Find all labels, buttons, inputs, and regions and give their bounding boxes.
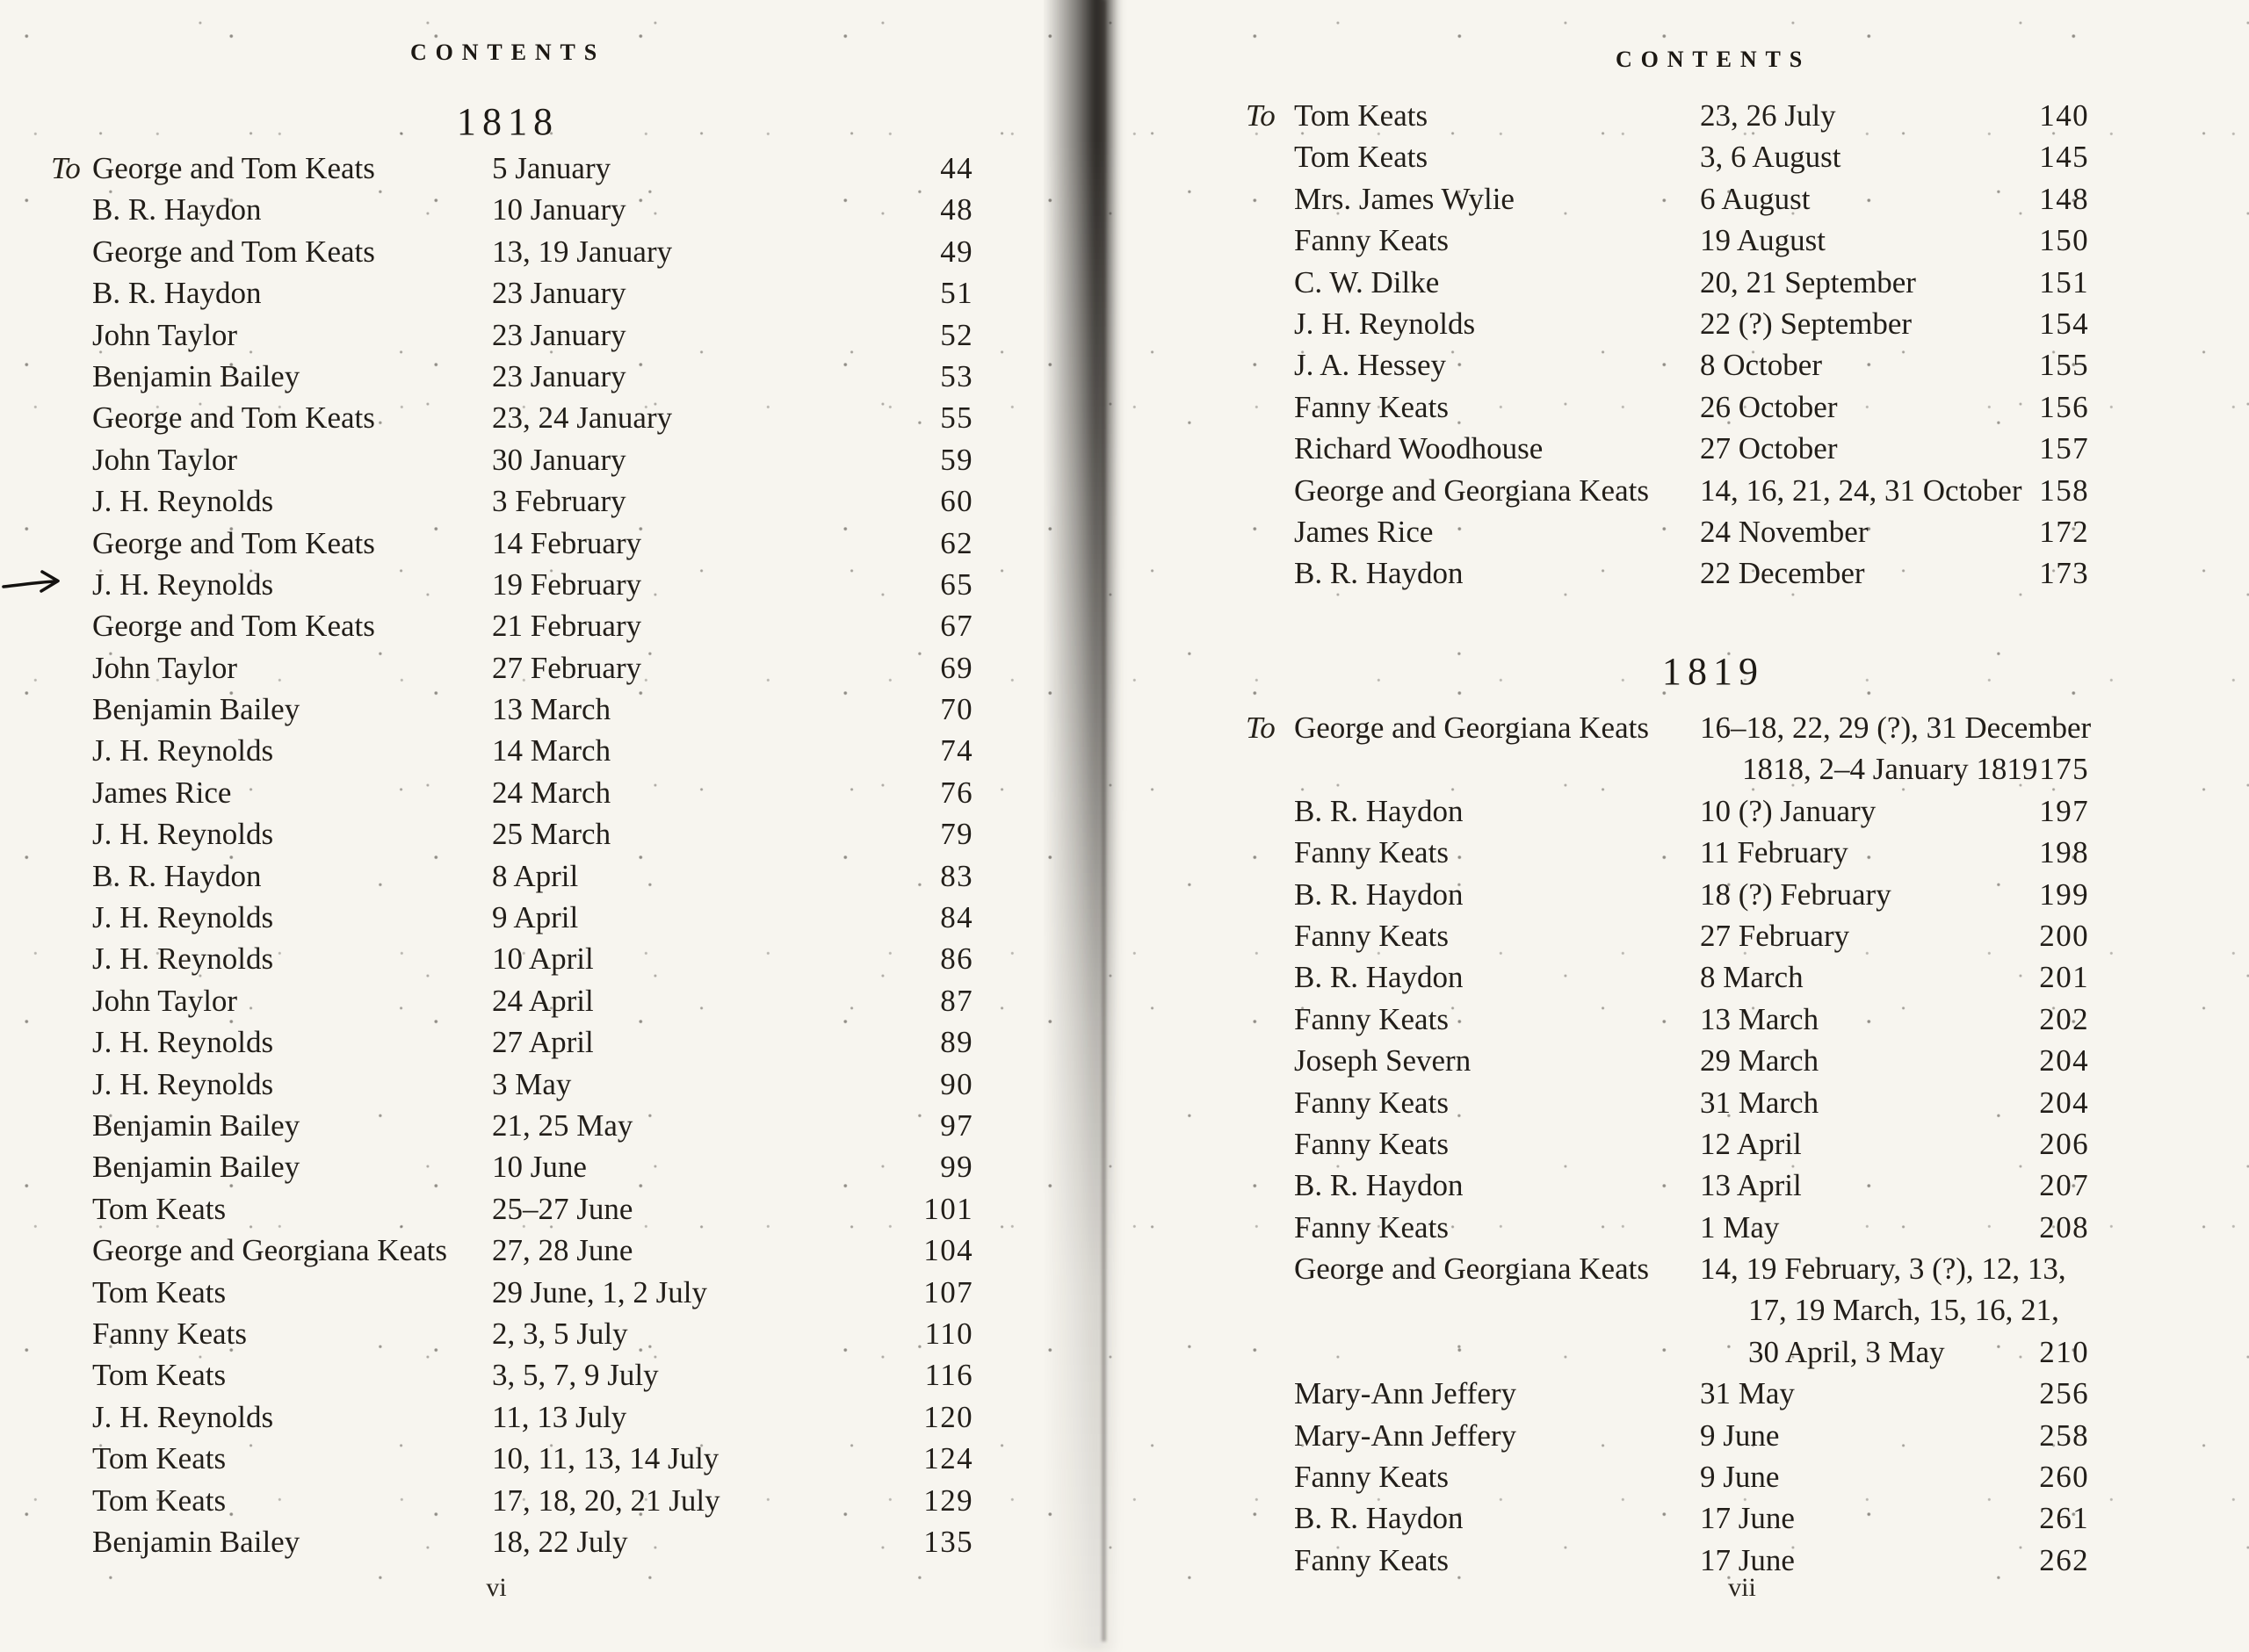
- recipient-name: Mary-Ann Jeffery: [1294, 1376, 1517, 1411]
- page-number: 129: [923, 1482, 973, 1518]
- page-number: 48: [940, 192, 973, 227]
- recipient-name: John Taylor: [92, 983, 238, 1018]
- page-number: 157: [2039, 431, 2089, 466]
- recipient-name: J. H. Reynolds: [92, 817, 274, 852]
- letter-date: 20, 21 September: [1700, 264, 1916, 299]
- page-number: 198: [2039, 835, 2089, 870]
- letter-date: 1818, 2–4 January 1819: [1742, 752, 2038, 787]
- page-number: 59: [940, 442, 973, 477]
- recipient-name: B. R. Haydon: [92, 858, 262, 893]
- to-prefix: To: [51, 151, 81, 185]
- recipient-name: George and Tom Keats: [92, 400, 375, 436]
- recipient-name: Fanny Keats: [1294, 389, 1449, 424]
- page-number: 44: [940, 151, 973, 185]
- page-number: 261: [2039, 1501, 2089, 1536]
- page-number: 154: [2039, 306, 2089, 341]
- recipient-name: Fanny Keats: [1294, 835, 1449, 870]
- recipient-name: James Rice: [1294, 514, 1434, 549]
- toc-entry-line: [51, 1021, 973, 1063]
- recipient-name: Benjamin Bailey: [92, 1524, 300, 1559]
- letter-date: 30 April, 3 May: [1748, 1334, 1945, 1369]
- toc-entry-line: [1246, 915, 2089, 956]
- letter-date: 19 February: [492, 566, 642, 602]
- letter-date: 25–27 June: [492, 1191, 633, 1226]
- letter-date: 21, 25 May: [492, 1107, 633, 1143]
- letter-date: 27 October: [1700, 431, 1838, 466]
- toc-entry-line: [51, 1230, 973, 1271]
- page-number: 201: [2039, 960, 2089, 995]
- folio-vi: vi: [486, 1573, 507, 1602]
- letter-date: 3, 6 August: [1700, 140, 1841, 175]
- letter-date: 25 March: [492, 817, 611, 852]
- folio-vii: vii: [1728, 1573, 1756, 1602]
- recipient-name: Fanny Keats: [1294, 918, 1449, 953]
- letter-date: 17 June: [1700, 1501, 1795, 1536]
- book-gutter-shadow: [1044, 0, 1128, 1652]
- page-number: 86: [940, 941, 973, 977]
- toc-entries-1818-continued: [1246, 95, 2089, 595]
- toc-entry-line: [1246, 220, 2089, 261]
- recipient-name: George and Georgiana Keats: [92, 1233, 447, 1268]
- letter-date: 17, 18, 20, 21 July: [492, 1482, 720, 1518]
- recipient-name: George and Tom Keats: [92, 151, 375, 185]
- letter-date: 13 April: [1700, 1168, 1802, 1203]
- toc-entry-line: [51, 356, 973, 397]
- letter-date: 1 May: [1700, 1209, 1780, 1244]
- page-number: 51: [940, 276, 973, 311]
- recipient-name: Tom Keats: [1294, 98, 1428, 133]
- page-header: CONTENTS: [409, 40, 606, 65]
- toc-entry-line: [51, 1064, 973, 1105]
- page-number: 110: [924, 1316, 973, 1351]
- recipient-name: J. H. Reynolds: [92, 900, 274, 935]
- letter-date: 8 October: [1700, 348, 1822, 383]
- page-number: 70: [940, 692, 973, 727]
- letter-date: 30 January: [492, 442, 626, 477]
- recipient-name: Tom Keats: [92, 1358, 227, 1393]
- letter-date: 11, 13 July: [492, 1399, 627, 1434]
- page-number: 200: [2039, 918, 2089, 953]
- toc-entry-line: [1246, 511, 2089, 552]
- page-number: 49: [940, 234, 973, 269]
- letter-date: 16–18, 22, 29 (?), 31 December: [1700, 711, 2092, 745]
- recipient-name: J. A. Hessey: [1294, 348, 1447, 383]
- letter-date: 2, 3, 5 July: [492, 1316, 628, 1351]
- page-number: 89: [940, 1025, 973, 1060]
- toc-entries-1819: [1246, 707, 2092, 1581]
- letter-date: 27 February: [1700, 918, 1850, 953]
- recipient-name: Fanny Keats: [1294, 1460, 1449, 1495]
- recipient-name: Tom Keats: [92, 1274, 227, 1309]
- toc-entries-1818: [51, 148, 973, 1562]
- recipient-name: Richard Woodhouse: [1294, 431, 1544, 466]
- toc-entry-line: [1246, 874, 2089, 915]
- recipient-name: George and Georgiana Keats: [1294, 711, 1649, 745]
- letter-date: 23, 26 July: [1700, 98, 1836, 133]
- toc-entry-line: [1246, 1331, 2089, 1373]
- page-number: 260: [2039, 1460, 2089, 1495]
- page-number: 53: [940, 358, 973, 393]
- page-number: 208: [2039, 1209, 2089, 1244]
- recipient-name: J. H. Reynolds: [92, 1025, 274, 1060]
- toc-entry-line: [51, 772, 973, 813]
- toc-entry-line: [51, 1438, 973, 1479]
- page-number: 148: [2039, 181, 2089, 216]
- letter-date: 24 November: [1700, 514, 1869, 549]
- toc-entry-line: [51, 1480, 973, 1521]
- letter-date: 14, 16, 21, 24, 31 October: [1700, 473, 2022, 508]
- toc-entry-line: [1246, 1248, 2089, 1289]
- toc-entry-line: [51, 647, 973, 689]
- recipient-name: Fanny Keats: [1294, 1001, 1449, 1036]
- toc-entry-line: [1246, 956, 2089, 998]
- letter-date: 10 January: [492, 192, 626, 227]
- toc-entry-line: [1246, 1456, 2089, 1497]
- toc-entry-line: [1246, 1497, 2089, 1539]
- page-number: 101: [923, 1191, 973, 1226]
- toc-entry-line: [51, 1105, 973, 1146]
- recipient-name: Tom Keats: [92, 1482, 227, 1518]
- toc-entry-line: [1246, 790, 2089, 832]
- page-number: 172: [2039, 514, 2089, 549]
- page-number: 97: [940, 1107, 973, 1143]
- recipient-name: George and Tom Keats: [92, 609, 375, 644]
- toc-entry-line: [51, 980, 973, 1021]
- page-number: 60: [940, 484, 973, 519]
- page-number: 116: [924, 1358, 973, 1393]
- recipient-name: J. H. Reynolds: [92, 484, 274, 519]
- toc-entry-line: [1246, 178, 2089, 220]
- letter-date: 12 April: [1700, 1126, 1802, 1161]
- page-number: 65: [940, 566, 973, 602]
- toc-entry-line: [1246, 707, 2092, 748]
- letter-date: 10 (?) January: [1700, 793, 1877, 828]
- letter-date: 3 February: [492, 484, 626, 519]
- toc-entry-line: [1246, 748, 2089, 790]
- letter-date: 29 March: [1700, 1043, 1819, 1078]
- recipient-name: Mrs. James Wylie: [1294, 181, 1515, 216]
- toc-entry-line: [51, 1521, 973, 1562]
- recipient-name: B. R. Haydon: [1294, 876, 1464, 912]
- toc-entry-line: [1246, 386, 2089, 428]
- recipient-name: C. W. Dilke: [1294, 264, 1440, 299]
- page-number: 84: [940, 900, 973, 935]
- letter-date: 9 April: [492, 900, 579, 935]
- letter-date: 10, 11, 13, 14 July: [492, 1441, 720, 1476]
- toc-entry-line: [1246, 1082, 2089, 1123]
- page-number: 156: [2039, 389, 2089, 424]
- toc-entry-line: [51, 231, 973, 272]
- toc-entry-line: [51, 314, 973, 356]
- page-number: 87: [940, 983, 973, 1018]
- letter-date: 18 (?) February: [1700, 876, 1891, 912]
- recipient-name: Fanny Keats: [1294, 223, 1449, 258]
- page-number: 262: [2039, 1542, 2089, 1577]
- recipient-name: B. R. Haydon: [1294, 793, 1464, 828]
- recipient-name: Fanny Keats: [1294, 1209, 1449, 1244]
- page-number: 55: [940, 400, 973, 436]
- page-number: 151: [2039, 264, 2089, 299]
- toc-entry-line: [51, 189, 973, 230]
- letter-date: 17 June: [1700, 1542, 1795, 1577]
- letter-date: 27, 28 June: [492, 1233, 633, 1268]
- letter-date: 18, 22 July: [492, 1524, 628, 1559]
- recipient-name: B. R. Haydon: [1294, 1168, 1464, 1203]
- right-page: [1246, 0, 2092, 1641]
- toc-entry-line: [51, 605, 973, 646]
- letter-date: 9 June: [1700, 1418, 1780, 1453]
- toc-entry-line: [1246, 303, 2089, 344]
- recipient-name: John Taylor: [92, 442, 238, 477]
- toc-entry-line: [51, 480, 973, 522]
- letter-date: 10 June: [492, 1150, 587, 1185]
- recipient-name: Benjamin Bailey: [92, 692, 300, 727]
- page-number: 104: [923, 1233, 973, 1268]
- toc-entry-line: [1246, 1040, 2089, 1081]
- letter-date: 17, 19 March, 15, 16, 21,: [1748, 1293, 2059, 1328]
- recipient-name: George and Georgiana Keats: [1294, 473, 1649, 508]
- page-number: 76: [940, 775, 973, 810]
- page-number: 158: [2039, 473, 2089, 508]
- letter-date: 22 December: [1700, 556, 1865, 591]
- page-number: 210: [2039, 1334, 2089, 1369]
- recipient-name: John Taylor: [92, 317, 238, 352]
- page-number: 52: [940, 317, 973, 352]
- letter-date: 23 January: [492, 317, 626, 352]
- letter-date: 23 January: [492, 358, 626, 393]
- page-number: 124: [923, 1441, 973, 1476]
- page-number: 74: [940, 733, 973, 768]
- page-number: 150: [2039, 223, 2089, 258]
- annotation-arrow-icon: [2, 567, 77, 599]
- page-number: 140: [2039, 98, 2089, 133]
- letter-date: 3 May: [492, 1066, 572, 1101]
- year-heading-1818: 1818: [456, 100, 560, 143]
- toc-entry-line: [51, 689, 973, 730]
- toc-entry-line: [1246, 1123, 2089, 1165]
- recipient-name: J. H. Reynolds: [92, 941, 274, 977]
- toc-entry-line: [1246, 344, 2089, 386]
- letter-date: 23, 24 January: [492, 400, 673, 436]
- recipient-name: George and Tom Keats: [92, 234, 375, 269]
- recipient-name: J. H. Reynolds: [92, 733, 274, 768]
- recipient-name: John Taylor: [92, 650, 238, 685]
- toc-entry-line: [1246, 552, 2089, 594]
- recipient-name: Fanny Keats: [1294, 1542, 1449, 1577]
- page-number: 197: [2039, 793, 2089, 828]
- toc-entry-line: [51, 1272, 973, 1313]
- to-prefix: To: [1246, 98, 1276, 133]
- letter-date: 13 March: [492, 692, 611, 727]
- letter-date: 19 August: [1700, 223, 1826, 258]
- page-number: 155: [2039, 348, 2089, 383]
- recipient-name: B. R. Haydon: [92, 276, 262, 311]
- page-number: 62: [940, 525, 973, 560]
- toc-entry-line: [51, 272, 973, 314]
- letter-date: 14, 19 February, 3 (?), 12, 13,: [1700, 1252, 2066, 1287]
- toc-entry-line: [51, 397, 973, 438]
- toc-entry-line: [1246, 832, 2089, 873]
- toc-entry-line: [51, 148, 973, 189]
- page-number: 206: [2039, 1126, 2089, 1161]
- recipient-name: B. R. Haydon: [1294, 1501, 1464, 1536]
- page-number: 79: [940, 817, 973, 852]
- page-number: 135: [923, 1524, 973, 1559]
- letter-date: 14 February: [492, 525, 642, 560]
- toc-entry-line: [51, 855, 973, 897]
- toc-entry-line: [1246, 262, 2089, 303]
- letter-date: 26 October: [1700, 389, 1838, 424]
- toc-entry-line: [1246, 999, 2089, 1040]
- toc-entry-line: [51, 938, 973, 979]
- toc-entry-line: [51, 1354, 973, 1396]
- left-page: [51, 0, 973, 1641]
- letter-date: 21 February: [492, 609, 642, 644]
- recipient-name: Fanny Keats: [1294, 1085, 1449, 1120]
- letter-date: 3, 5, 7, 9 July: [492, 1358, 659, 1393]
- toc-entry-line: [1246, 1207, 2089, 1248]
- page-number: 173: [2039, 556, 2089, 591]
- recipient-name: Benjamin Bailey: [92, 1107, 300, 1143]
- letter-date: 9 June: [1700, 1460, 1780, 1495]
- page-number: 204: [2039, 1085, 2089, 1120]
- recipient-name: Tom Keats: [92, 1441, 227, 1476]
- letter-date: 11 February: [1700, 835, 1848, 870]
- toc-entry-line: [51, 1313, 973, 1354]
- toc-entry-line: [51, 1396, 973, 1438]
- letter-date: 27 February: [492, 650, 642, 685]
- recipient-name: B. R. Haydon: [92, 192, 262, 227]
- recipient-name: J. H. Reynolds: [1294, 306, 1476, 341]
- recipient-name: Tom Keats: [92, 1191, 227, 1226]
- page-number: 256: [2039, 1376, 2089, 1411]
- letter-date: 29 June, 1, 2 July: [492, 1274, 707, 1309]
- letter-date: 22 (?) September: [1700, 306, 1913, 341]
- toc-entry-line: [1246, 1373, 2089, 1414]
- page-number: 90: [940, 1066, 973, 1101]
- page-header: CONTENTS: [1615, 47, 1811, 72]
- page-number: 204: [2039, 1043, 2089, 1078]
- year-heading-1819: 1819: [1661, 650, 1765, 693]
- toc-entry-line: [1246, 95, 2089, 136]
- letter-date: 10 April: [492, 941, 594, 977]
- to-prefix: To: [1246, 711, 1276, 745]
- recipient-name: Benjamin Bailey: [92, 358, 300, 393]
- toc-entry-line: [51, 439, 973, 480]
- recipient-name: Joseph Severn: [1294, 1043, 1472, 1078]
- letter-date: 13, 19 January: [492, 234, 673, 269]
- page-number: 120: [923, 1399, 973, 1434]
- letter-date: 14 March: [492, 733, 611, 768]
- letter-date: 13 March: [1700, 1001, 1819, 1036]
- recipient-name: B. R. Haydon: [1294, 960, 1464, 995]
- letter-date: 24 April: [492, 983, 594, 1018]
- toc-entry-line: [1246, 136, 2089, 177]
- recipient-name: J. H. Reynolds: [92, 1399, 274, 1434]
- toc-entry-line: [51, 1188, 973, 1230]
- page-number: 107: [923, 1274, 973, 1309]
- page-number: 83: [940, 858, 973, 893]
- letter-date: 24 March: [492, 775, 611, 810]
- letter-date: 31 March: [1700, 1085, 1819, 1120]
- recipient-name: B. R. Haydon: [1294, 556, 1464, 591]
- toc-entry-line: [51, 730, 973, 771]
- page-number: 202: [2039, 1001, 2089, 1036]
- page-number: 69: [940, 650, 973, 685]
- toc-entry-line: [1246, 1415, 2089, 1456]
- toc-entry-line: [51, 523, 973, 564]
- letter-date: 27 April: [492, 1025, 594, 1060]
- recipient-name: Benjamin Bailey: [92, 1150, 300, 1185]
- page-number: 258: [2039, 1418, 2089, 1453]
- recipient-name: George and Tom Keats: [92, 525, 375, 560]
- page-number: 67: [940, 609, 973, 644]
- toc-entry-line: [51, 1146, 973, 1187]
- toc-entry-line: [51, 897, 973, 938]
- letter-date: 8 April: [492, 858, 579, 893]
- recipient-name: Tom Keats: [1294, 140, 1428, 175]
- toc-entry-line: [51, 813, 973, 855]
- recipient-name: Fanny Keats: [1294, 1126, 1449, 1161]
- recipient-name: Mary-Ann Jeffery: [1294, 1418, 1517, 1453]
- letter-date: 23 January: [492, 276, 626, 311]
- recipient-name: George and Georgiana Keats: [1294, 1252, 1649, 1287]
- recipient-name: J. H. Reynolds: [92, 1066, 274, 1101]
- toc-entry-line: [1246, 428, 2089, 469]
- letter-date: 8 March: [1700, 960, 1804, 995]
- toc-entry-line: [51, 564, 973, 605]
- recipient-name: J. H. Reynolds: [92, 566, 274, 602]
- recipient-name: James Rice: [92, 775, 232, 810]
- toc-entry-line: [1246, 1289, 2089, 1331]
- book-gutter-line: [1102, 0, 1106, 1641]
- page-number: 199: [2039, 876, 2089, 912]
- page-number: 175: [2039, 752, 2089, 787]
- toc-entry-line: [1246, 1165, 2089, 1206]
- page-number: 207: [2039, 1168, 2089, 1203]
- recipient-name: Fanny Keats: [92, 1316, 247, 1351]
- letter-date: 5 January: [492, 151, 611, 185]
- toc-entry-line: [1246, 470, 2089, 511]
- page-number: 99: [940, 1150, 973, 1185]
- page-number: 145: [2039, 140, 2089, 175]
- letter-date: 31 May: [1700, 1376, 1795, 1411]
- letter-date: 6 August: [1700, 181, 1811, 216]
